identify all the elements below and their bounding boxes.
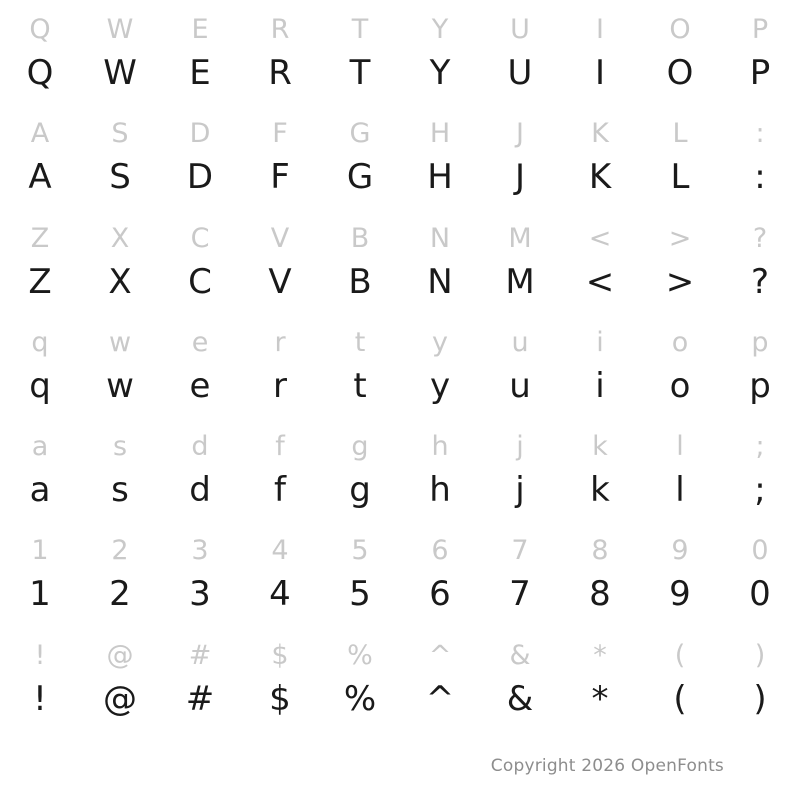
glyph-cell: 1 xyxy=(31,535,49,567)
glyph-cell: l xyxy=(676,431,684,463)
glyph-cell: h xyxy=(431,431,449,463)
glyph-row-dark-6 xyxy=(0,565,800,622)
glyph-row-light-2 xyxy=(0,104,800,148)
glyph-cell: a xyxy=(29,470,51,511)
glyph-cell: q xyxy=(31,326,49,358)
glyph-cell: 2 xyxy=(111,535,129,567)
glyph-cell: 7 xyxy=(511,535,529,567)
glyph-cell: $ xyxy=(271,639,289,671)
glyph-cell: R xyxy=(270,14,290,45)
glyph-row-dark-5 xyxy=(0,461,800,518)
glyph-cell: E xyxy=(189,53,211,93)
glyph-row-pair-5 xyxy=(0,417,800,521)
glyph-cell: y xyxy=(429,365,451,406)
glyph-cell: F xyxy=(272,118,288,150)
glyph-cell: 9 xyxy=(671,535,689,567)
glyph-cell: p xyxy=(751,326,769,358)
glyph-cell: O xyxy=(666,53,694,93)
copyright-notice: Copyright 2026 OpenFonts xyxy=(490,756,724,776)
glyph-cell: # xyxy=(185,678,215,719)
glyph-cell: i xyxy=(596,326,604,358)
glyph-cell: i xyxy=(595,365,605,406)
glyph-cell: J xyxy=(514,157,526,198)
glyph-cell: C xyxy=(188,261,212,302)
glyph-cell: 4 xyxy=(271,535,289,567)
glyph-cell: y xyxy=(432,326,448,358)
glyph-cell: & xyxy=(506,678,534,719)
glyph-cell: A xyxy=(30,118,50,150)
glyph-row-light-1 xyxy=(0,0,800,44)
glyph-cell: : xyxy=(755,118,765,150)
glyph-cell: S xyxy=(109,157,131,198)
glyph-cell: 9 xyxy=(669,574,691,615)
glyph-cell: B xyxy=(348,261,372,302)
glyph-cell: B xyxy=(350,222,370,254)
glyph-cell: 4 xyxy=(269,574,291,615)
glyph-cell: ? xyxy=(752,222,768,254)
glyph-cell: P xyxy=(749,53,771,93)
glyph-row-pair-2 xyxy=(0,104,800,208)
glyph-cell: * xyxy=(591,678,609,719)
glyph-cell: ! xyxy=(34,639,46,671)
glyph-row-light-4 xyxy=(0,313,800,357)
glyph-cell: # xyxy=(188,639,212,671)
glyph-cell: X xyxy=(108,261,132,302)
glyph-cell: ; xyxy=(755,431,765,463)
glyph-cell: H xyxy=(427,157,453,198)
glyph-cell: d xyxy=(191,431,209,463)
glyph-cell: T xyxy=(351,14,369,45)
glyph-cell: e xyxy=(191,326,209,358)
glyph-cell: D xyxy=(186,157,214,198)
glyph-cell: Q xyxy=(26,53,54,93)
glyph-row-dark-7 xyxy=(0,670,800,727)
glyph-cell: U xyxy=(510,14,530,45)
glyph-cell: M xyxy=(505,261,535,302)
glyph-cell: R xyxy=(268,53,292,93)
glyph-cell: j xyxy=(516,431,524,463)
glyph-cell: ^ xyxy=(428,639,452,671)
glyph-cell: W xyxy=(103,53,137,93)
glyph-cell: s xyxy=(112,431,128,463)
glyph-cell: p xyxy=(749,365,771,406)
glyph-row-pair-6 xyxy=(0,521,800,625)
glyph-cell: 3 xyxy=(189,574,211,615)
glyph-cell: s xyxy=(111,470,129,511)
glyph-row-dark-2 xyxy=(0,148,800,205)
glyph-cell: ! xyxy=(33,678,47,719)
glyph-cell: ) xyxy=(753,678,767,719)
glyph-cell: j xyxy=(515,470,525,511)
glyph-cell: Z xyxy=(30,222,50,254)
glyph-cell: : xyxy=(754,157,766,198)
glyph-row-pair-7 xyxy=(0,626,800,730)
glyph-cell: N xyxy=(427,261,453,302)
glyph-cell: J xyxy=(516,118,524,150)
glyph-cell: L xyxy=(670,157,690,198)
glyph-cell: ? xyxy=(750,261,770,302)
glyph-cell: % xyxy=(347,639,373,671)
glyph-cell: < xyxy=(588,222,612,254)
glyph-cell: H xyxy=(429,118,451,150)
glyph-cell: g xyxy=(349,470,371,511)
glyph-cell: h xyxy=(429,470,451,511)
glyph-cell: d xyxy=(189,470,211,511)
glyph-cell: D xyxy=(189,118,211,150)
glyph-cell: Y xyxy=(431,14,449,45)
glyph-cell: 6 xyxy=(429,574,451,615)
glyph-cell: G xyxy=(349,118,371,150)
glyph-row-light-3 xyxy=(0,209,800,253)
glyph-cell: U xyxy=(507,53,533,93)
glyph-row-light-6 xyxy=(0,521,800,565)
glyph-cell: X xyxy=(110,222,130,254)
glyph-cell: L xyxy=(672,118,688,150)
glyph-cell: u xyxy=(509,365,531,406)
glyph-cell: I xyxy=(594,53,606,93)
glyph-cell: @ xyxy=(103,678,137,719)
glyph-cell: 3 xyxy=(191,535,209,567)
glyph-cell: V xyxy=(270,222,290,254)
glyph-cell: 7 xyxy=(509,574,531,615)
glyph-cell: f xyxy=(275,431,285,463)
glyph-row-pair-3 xyxy=(0,209,800,313)
glyph-cell: 8 xyxy=(591,535,609,567)
glyph-cell: u xyxy=(511,326,529,358)
glyph-cell: Z xyxy=(28,261,52,302)
glyph-cell: r xyxy=(273,365,287,406)
glyph-cell: C xyxy=(190,222,210,254)
glyph-cell: A xyxy=(28,157,52,198)
glyph-cell: k xyxy=(592,431,608,463)
glyph-cell: 2 xyxy=(109,574,131,615)
glyph-cell: o xyxy=(669,365,691,406)
glyph-cell: T xyxy=(349,53,371,93)
glyph-cell: E xyxy=(191,14,209,45)
glyph-cell: t xyxy=(353,365,367,406)
glyph-cell: 1 xyxy=(29,574,51,615)
glyph-row-pair-1 xyxy=(0,0,800,104)
glyph-cell: k xyxy=(590,470,610,511)
glyph-cell: O xyxy=(669,14,691,45)
glyph-cell: G xyxy=(346,157,374,198)
glyph-cell: Q xyxy=(29,14,51,45)
glyph-row-dark-1 xyxy=(0,44,800,101)
glyph-cell: f xyxy=(274,470,286,511)
glyph-cell: N xyxy=(429,222,451,254)
glyph-cell: g xyxy=(351,431,369,463)
glyph-row-dark-3 xyxy=(0,253,800,310)
glyph-cell: * xyxy=(593,639,607,671)
glyph-cell: 8 xyxy=(589,574,611,615)
glyph-cell: ; xyxy=(754,470,766,511)
glyph-cell: l xyxy=(675,470,685,511)
glyph-cell: e xyxy=(189,365,211,406)
glyph-cell: w xyxy=(106,365,134,406)
glyph-cell: W xyxy=(106,14,134,45)
glyph-row-dark-4 xyxy=(0,357,800,414)
glyph-row-pair-4 xyxy=(0,313,800,417)
glyph-cell: M xyxy=(508,222,532,254)
glyph-cell: w xyxy=(108,326,132,358)
glyph-cell: > xyxy=(665,261,695,302)
glyph-cell: ) xyxy=(754,639,766,671)
glyph-cell: q xyxy=(29,365,51,406)
glyph-cell: > xyxy=(668,222,692,254)
glyph-cell: 5 xyxy=(349,574,371,615)
glyph-cell: @ xyxy=(106,639,134,671)
glyph-cell: % xyxy=(343,678,377,719)
glyph-cell: ( xyxy=(674,639,686,671)
glyph-cell: r xyxy=(274,326,286,358)
glyph-cell: o xyxy=(671,326,689,358)
glyph-cell: < xyxy=(585,261,615,302)
glyph-cell: V xyxy=(268,261,292,302)
glyph-cell: 6 xyxy=(431,535,449,567)
glyph-cell: P xyxy=(751,14,769,45)
glyph-row-light-5 xyxy=(0,417,800,461)
glyph-cell: & xyxy=(509,639,531,671)
glyph-cell: 0 xyxy=(749,574,771,615)
glyph-cell: 0 xyxy=(751,535,769,567)
glyph-cell: a xyxy=(31,431,49,463)
glyph-cell: S xyxy=(111,118,129,150)
glyph-cell: ^ xyxy=(425,678,455,719)
glyph-row-light-7 xyxy=(0,626,800,670)
glyph-cell: t xyxy=(354,326,366,358)
glyph-cell: Y xyxy=(429,53,451,93)
glyph-cell: 5 xyxy=(351,535,369,567)
glyph-cell: F xyxy=(270,157,290,198)
glyph-cell: $ xyxy=(269,678,291,719)
glyph-cell: K xyxy=(591,118,609,150)
glyph-cell: ( xyxy=(673,678,687,719)
glyph-cell: I xyxy=(596,14,604,45)
glyph-cell: K xyxy=(588,157,612,198)
